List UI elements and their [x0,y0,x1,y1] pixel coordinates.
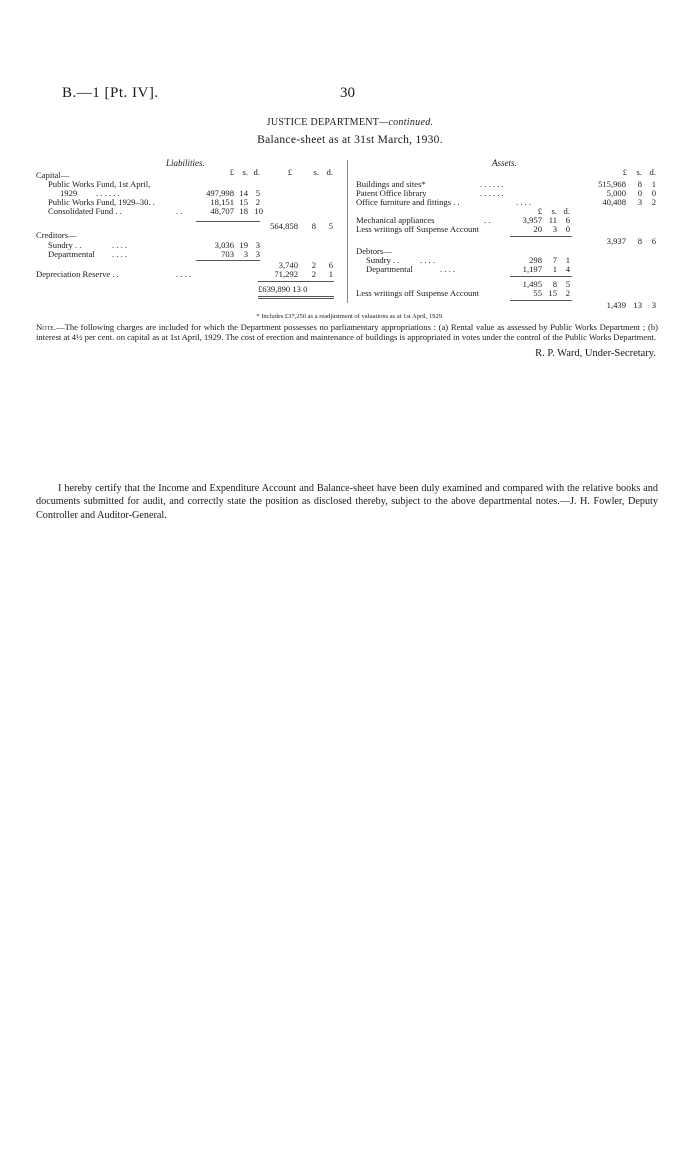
asset-pence: 0 [651,188,656,198]
creditors-total-pounds: 3,740 [278,260,298,270]
footnote: * Includes £37,250 as a readjustment of valuations as at 1st April, 1929. [256,313,444,320]
capital-label: Capital— [36,170,70,180]
liability-label: Public Works Fund, 1st April, [48,179,151,189]
inner-pounds: 298 [529,255,542,265]
liability-label: Consolidated Fund . . [48,206,122,216]
asset-shillings: 13 [633,300,642,310]
note-paragraph: Note.—The following charges are included for which the Department possesses no parliamentary appropriations : (a) Rental value as assessed by Public Works Department ; (b) interest at 4½ per cent. on capital as at 1st April, 1929. The cost of erection and maintenance of buildings is appropriated in votes under the control of the Public Works Department. [36,322,658,342]
amount-shillings: 18 [239,206,248,216]
inner-pence: 5 [565,279,570,289]
inner-col-header: d. [563,206,570,216]
asset-pence: 6 [651,236,656,246]
amount-pence: 5 [255,188,260,198]
asset-pence: 1 [651,179,656,189]
asset-label: Buildings and sites* [356,179,426,189]
creditor-label: Departmental [48,249,95,259]
capital-total-pence: 5 [328,221,333,231]
leader-dots: . . [176,206,183,216]
leader-dots: . . . . . . [96,188,120,198]
subtotal-rule [196,221,260,222]
inner-col-header: £ [537,206,542,216]
inner-shillings: 3 [552,224,557,234]
asset-label: Patent Office library [356,188,427,198]
inner-shillings: 7 [552,255,557,265]
col-header: d. [649,167,656,177]
inner-pounds: 20 [533,224,542,234]
debtor-label: Departmental [366,264,413,274]
asset-shillings: 8 [637,179,642,189]
col-header: s. [313,167,319,177]
page-number: 30 [340,85,355,101]
amount-pence: 3 [255,240,260,250]
leader-dots: . . . . . . [480,179,504,189]
amount-shillings: 15 [239,197,248,207]
depreciation-shillings: 2 [311,269,316,279]
asset-label: Mechanical appliances [356,215,435,225]
amount-pounds: 3,036 [214,240,234,250]
department-title: JUSTICE DEPARTMENT—continued. [266,117,434,128]
amount-pounds: 18,151 [210,197,234,207]
col-header: £ [229,167,234,177]
asset-pounds: 515,968 [598,179,626,189]
inner-pence: 1 [565,255,570,265]
creditor-label: Sundry . . [48,240,82,250]
signature: R. P. Ward, Under-Secretary. [535,348,656,359]
amount-pence: 3 [255,249,260,259]
column-divider [347,285,348,303]
liabilities-heading: Liabilities. [166,158,205,168]
audit-certificate: I hereby certify that the Income and Expenditure Account and Balance-sheet have been duly examined and compared with the relative books and documents submitted for audit, and correctly state the position as disclosed thereby, subject to the above departmental notes.—J. H. Fowler, Deputy Controller and Auditor-General. [36,483,658,521]
asset-pounds: 40,408 [602,197,626,207]
col-header: d. [326,167,333,177]
asset-shillings: 0 [637,188,642,198]
subtotal-rule [196,260,260,261]
asset-pence: 2 [651,197,656,207]
inner-pounds: 1,495 [522,279,542,289]
inner-pence: 6 [565,215,570,225]
liability-label: Public Works Fund, 1929–30. . [48,197,155,207]
col-header: d. [253,167,260,177]
inner-shillings: 1 [552,264,557,274]
leader-dots: . . . . . . [480,188,504,198]
balance-sheet-title: Balance-sheet as at 31st March, 1930. [257,134,443,146]
creditors-total-pence: 6 [328,260,333,270]
depreciation-pence: 1 [328,269,333,279]
total-double-rule [258,296,334,299]
col-header: £ [622,167,627,177]
leader-dots: . . . . [112,240,128,250]
asset-pence: 3 [651,300,656,310]
capital-total-shillings: 8 [311,221,316,231]
inner-pence: 2 [565,288,570,298]
subtotal-rule [510,300,572,301]
inner-shillings: 15 [548,288,557,298]
amount-shillings: 14 [239,188,248,198]
asset-label: Less writings off Suspense Account [356,224,480,234]
leader-dots: . . . . [420,255,436,265]
subtotal-rule [510,236,572,237]
leader-dots: . . . . [516,197,532,207]
inner-shillings: 11 [548,215,557,225]
leader-dots: . . [484,215,491,225]
total-rule [258,281,334,282]
asset-pounds: 3,937 [606,236,626,246]
running-head: B.—1 [Pt. IV]. [62,85,159,101]
amount-pence: 2 [255,197,260,207]
inner-pounds: 1,197 [522,264,542,274]
col-header: s. [242,167,248,177]
leader-dots: . . . . [176,269,192,279]
leader-dots: . . . . [112,249,128,259]
amount-pounds: 497,998 [206,188,234,198]
subtotal-rule [510,276,572,277]
capital-total-pounds: 564,858 [270,221,298,231]
debtors-label: Debtors— [356,246,392,256]
assets-heading: Assets. [492,158,517,168]
column-divider [347,160,348,285]
inner-shillings: 8 [552,279,557,289]
depreciation-label: Depreciation Reserve . . [36,269,119,279]
col-header: s. [636,167,642,177]
liability-label: 1929 [60,188,78,198]
depreciation-pounds: 71,292 [274,269,298,279]
asset-label: Office furniture and fittings . . [356,197,460,207]
asset-shillings: 3 [637,197,642,207]
amount-pounds: 48,707 [210,206,234,216]
inner-pence: 4 [565,264,570,274]
col-header: £ [287,167,292,177]
amount-shillings: 3 [243,249,248,259]
asset-pounds: 1,439 [606,300,626,310]
asset-pounds: 5,000 [606,188,626,198]
creditors-total-shillings: 2 [311,260,316,270]
inner-col-header: s. [551,206,557,216]
debtor-label: Sundry . . [366,255,400,265]
amount-pounds: 703 [221,249,234,259]
liabilities-grand-total: £639,890 13 0 [258,284,308,294]
leader-dots: . . . . [440,264,456,274]
asset-label: Less writings off Suspense Account [356,288,480,298]
creditors-label: Creditors— [36,230,77,240]
inner-pounds: 3,957 [522,215,542,225]
amount-pence: 10 [254,206,263,216]
amount-shillings: 19 [239,240,248,250]
inner-pounds: 55 [533,288,542,298]
asset-shillings: 8 [637,236,642,246]
inner-pence: 0 [565,224,570,234]
